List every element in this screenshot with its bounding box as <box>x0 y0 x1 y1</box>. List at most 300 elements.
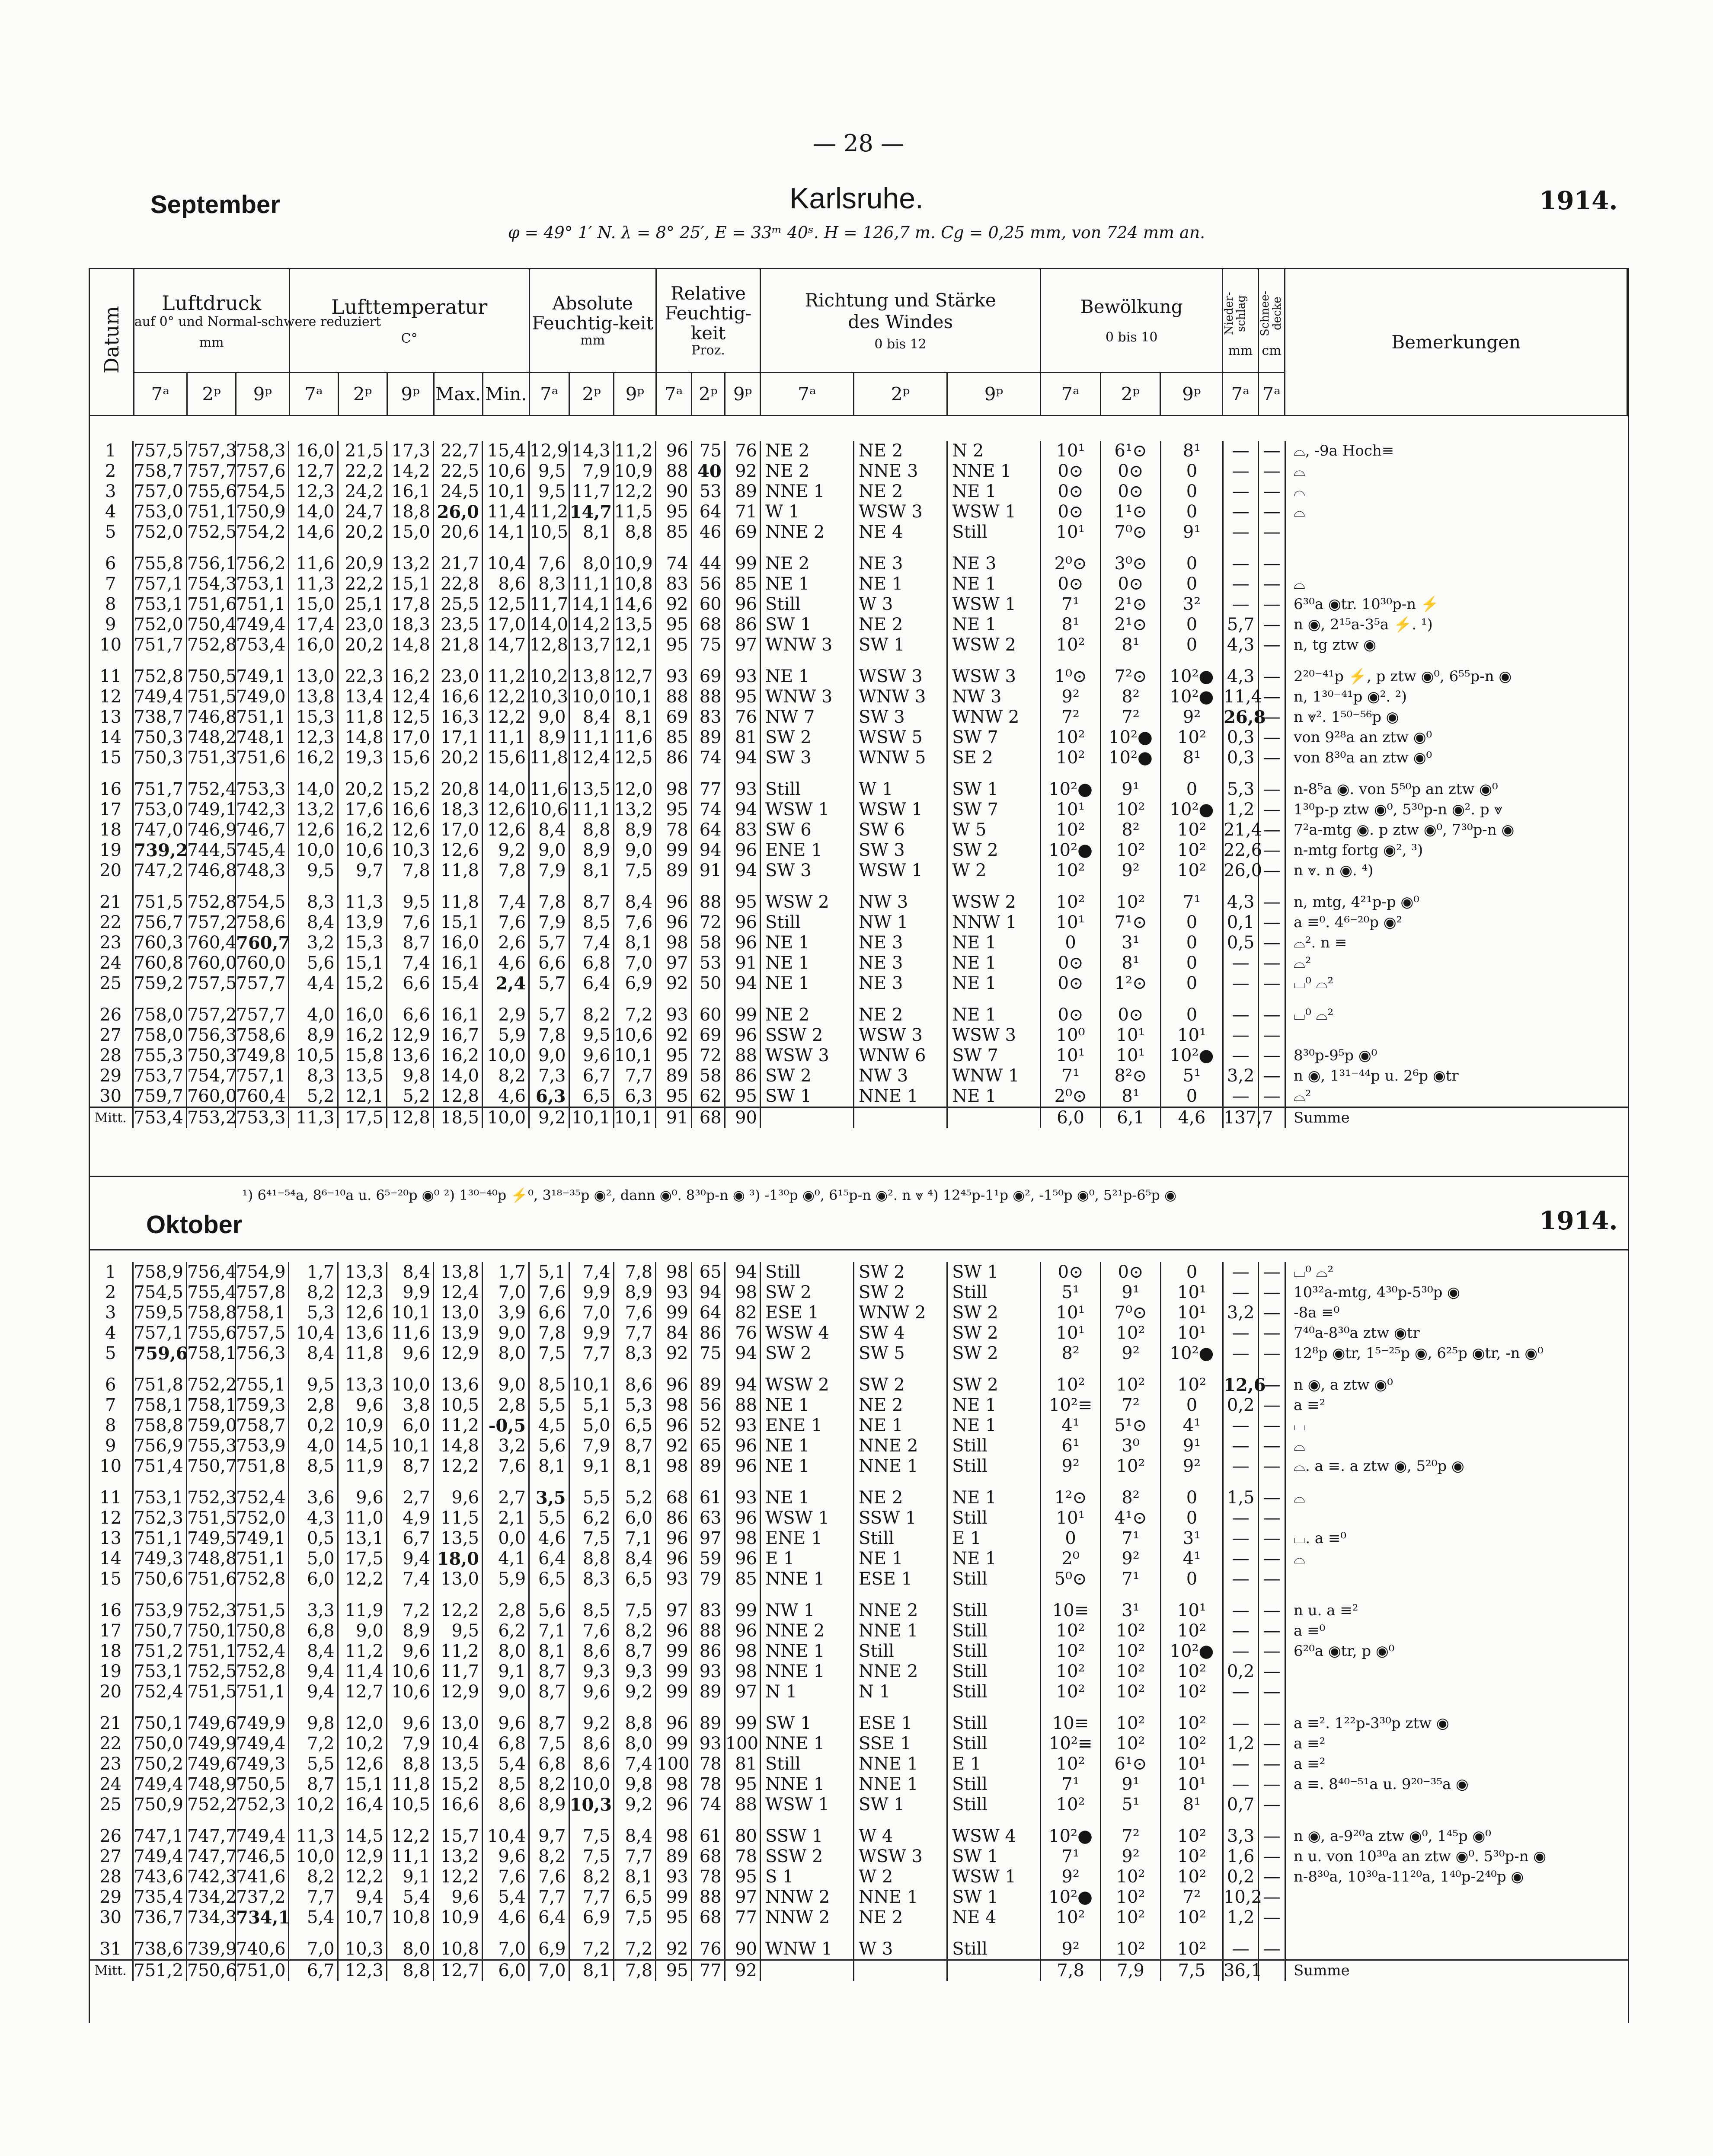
table-cell: n ⩔. n ◉. ⁴) <box>1285 861 1628 881</box>
table-cell: 0⊙ <box>1101 574 1161 594</box>
table-cell: 12,7 <box>289 461 338 482</box>
table-cell: 7,0 <box>483 1939 529 1960</box>
table-cell: 7,7 <box>529 1887 569 1907</box>
table-cell: 7² <box>1041 707 1101 727</box>
table-cell: 16,0 <box>338 1005 387 1025</box>
table-cell: 10¹ <box>1041 912 1101 933</box>
table-cell: 1 <box>105 1262 116 1282</box>
table-row <box>89 1395 1628 1416</box>
table-cell: 94 <box>725 800 760 820</box>
table-cell: 17,0 <box>387 727 433 748</box>
table-cell: WSW 3 <box>947 667 1041 687</box>
table-cell: 12,2 <box>433 1456 482 1477</box>
table-cell: — <box>1259 1456 1285 1477</box>
table-cell: 740,6 <box>236 1939 289 1960</box>
table-cell: 758,6 <box>236 1025 289 1046</box>
table-cell: NE 3 <box>947 554 1041 574</box>
table-cell: W 5 <box>947 820 1041 840</box>
table-cell: 753,4 <box>236 635 289 655</box>
table-cell: SW 3 <box>760 748 853 768</box>
table-cell: 752,0 <box>133 615 186 635</box>
table-cell: 16,2 <box>433 1046 482 1066</box>
table-cell: 5,4 <box>289 1907 338 1928</box>
table-row <box>89 1375 1628 1395</box>
table-cell: 8¹ <box>1160 1795 1223 1815</box>
table-cell: 18,0 <box>433 1549 482 1569</box>
table-cell: NE 1 <box>854 1549 947 1569</box>
table-cell: 759,5 <box>133 1303 186 1323</box>
table-cell: 750,0 <box>133 1734 186 1754</box>
table-cell: — <box>1259 973 1285 994</box>
table-cell: 10¹ <box>1160 1323 1223 1343</box>
table-cell: 58 <box>691 933 725 953</box>
table-cell: 8,1 <box>569 1960 614 1981</box>
table-cell: NE 2 <box>760 461 853 482</box>
table-cell: ⌓ <box>1285 574 1628 594</box>
table-cell: W 1 <box>854 779 947 800</box>
table-cell: 15,6 <box>483 748 529 768</box>
table-cell: 24 <box>99 953 122 973</box>
table-cell: — <box>1259 1086 1285 1107</box>
table-cell: 27 <box>99 1847 122 1866</box>
table-cell: 0 <box>1160 554 1223 574</box>
table-cell: 14,5 <box>338 1826 387 1847</box>
table-cell: 751,2 <box>133 1641 186 1662</box>
table-cell: 11,4 <box>483 502 529 522</box>
table-cell: 88 <box>691 892 725 912</box>
table-cell: NNE 1 <box>854 1086 947 1107</box>
table-cell: 56 <box>691 1395 725 1416</box>
table-cell: 737,2 <box>236 1887 289 1907</box>
table-cell: — <box>1259 1528 1285 1549</box>
table-cell: 752,4 <box>236 1488 289 1508</box>
table-cell: 742,3 <box>187 1867 237 1887</box>
table-cell: 88 <box>691 1887 725 1907</box>
table-row <box>89 502 1628 522</box>
table-cell: 19,3 <box>338 748 387 768</box>
table-cell: 747,0 <box>133 820 186 840</box>
table-cell: WSW 1 <box>947 502 1041 522</box>
table-cell: NNE 1 <box>760 1662 853 1682</box>
table-cell: 3² <box>1160 594 1223 615</box>
table-cell: — <box>1259 1066 1285 1086</box>
table-cell: 748,8 <box>187 1549 237 1569</box>
table-cell: a ≡² <box>1285 1395 1628 1416</box>
table-cell: 752,8 <box>187 892 237 912</box>
table-cell: 755,4 <box>187 1282 237 1302</box>
table-cell: NNE 1 <box>854 1754 947 1774</box>
table-cell: 6,8 <box>569 953 614 973</box>
table-cell: 14,6 <box>614 594 656 615</box>
table-cell: 12,3 <box>338 1960 387 1981</box>
table-cell: 7¹ <box>1101 1528 1161 1549</box>
table-cell: 8,3 <box>289 892 338 912</box>
table-cell: NE 2 <box>854 1488 947 1508</box>
table-cell: 754,5 <box>236 482 289 502</box>
table-cell: 12,2 <box>338 1569 387 1589</box>
table-cell: NE 1 <box>854 574 947 594</box>
mean-row <box>89 1960 1628 1981</box>
table-cell: 26,0 <box>1223 861 1262 880</box>
table-cell: 7,6 <box>483 912 529 933</box>
table-cell: 8,6 <box>483 574 529 594</box>
table-cell: 758,1 <box>133 1395 186 1416</box>
table-cell: 65 <box>691 1436 725 1456</box>
table-cell: 751,6 <box>187 594 237 614</box>
table-cell: 10,5 <box>387 1795 433 1815</box>
table-row <box>89 1601 1628 1621</box>
table-cell: 16,2 <box>338 1025 387 1046</box>
table-cell: 30 <box>99 1086 122 1106</box>
table-cell: — <box>1223 1754 1258 1774</box>
oktober-table <box>89 1262 1628 1981</box>
table-cell: 757,6 <box>236 461 289 482</box>
table-cell: 61 <box>691 1826 725 1847</box>
table-cell: 10¹ <box>1101 1025 1161 1046</box>
table-cell: 8,6 <box>614 1375 656 1395</box>
table-cell: 99 <box>656 840 691 861</box>
table-cell: 753,7 <box>133 1066 186 1086</box>
table-cell: 99 <box>656 1303 691 1323</box>
table-cell: 9 <box>105 1436 116 1456</box>
table-cell: — <box>1259 554 1285 574</box>
table-cell: 14,0 <box>289 779 338 800</box>
table-cell: 91 <box>725 953 760 973</box>
table-cell: — <box>1259 1621 1285 1641</box>
table-cell: 9² <box>1041 687 1101 707</box>
table-cell: 14,3 <box>569 441 614 461</box>
table-cell: 5,5 <box>529 1508 569 1528</box>
table-cell: Still <box>947 1774 1041 1795</box>
table-cell: 10³²a-mtg, 4³⁰p-5³⁰p ◉ <box>1285 1282 1628 1303</box>
table-cell: NE 3 <box>854 953 947 973</box>
table-cell: 14,1 <box>569 594 614 615</box>
table-cell: 7,5 <box>1160 1960 1223 1981</box>
table-cell: 10,7 <box>338 1907 387 1928</box>
table-cell: 12,3 <box>289 482 338 502</box>
table-cell: 12⁸p ◉tr, 1⁵⁻²⁵p ◉, 6²⁵p ◉tr, -n ◉⁰ <box>1285 1343 1628 1364</box>
table-cell: WNW 1 <box>947 1066 1041 1086</box>
table-cell: n, 1³⁰⁻⁴¹p ◉². ²) <box>1285 687 1628 707</box>
table-cell: 10² <box>1041 1907 1101 1928</box>
table-cell: 5,7 <box>529 973 569 994</box>
row-gap <box>89 994 1628 1005</box>
table-cell: 2 <box>105 1282 116 1302</box>
table-cell: 14,8 <box>338 727 387 748</box>
table-cell: SSW 1 <box>854 1508 947 1528</box>
header-wind: Richtung und Stärke des Windes 0 bis 12 <box>761 269 1041 373</box>
table-cell: 0,1 <box>1223 912 1258 933</box>
table-cell <box>1285 1508 1628 1528</box>
table-cell: 12,9 <box>338 1847 387 1867</box>
table-cell: 17,0 <box>433 820 482 840</box>
table-cell <box>1285 1662 1628 1682</box>
table-cell: 10,5 <box>529 522 569 542</box>
table-cell: 5,3 <box>614 1395 656 1416</box>
table-cell: SW 1 <box>947 1847 1041 1867</box>
table-cell: 745,4 <box>236 840 289 861</box>
table-cell: 739,2 <box>134 840 188 861</box>
table-cell: 11,9 <box>338 1601 387 1621</box>
table-cell: 26,8 <box>1223 707 1266 727</box>
table-cell: NE 1 <box>947 1005 1041 1025</box>
table-cell: SW 4 <box>854 1323 947 1343</box>
table-cell: E 1 <box>760 1549 853 1569</box>
table-cell: 8,9 <box>614 820 656 840</box>
table-cell: 8,0 <box>569 554 614 574</box>
table-cell: SW 3 <box>854 707 947 727</box>
table-cell: 8,1 <box>529 1641 569 1662</box>
table-cell: 741,6 <box>236 1867 289 1887</box>
table-cell: 10,2 <box>338 1734 387 1754</box>
table-cell: NE 1 <box>947 1086 1041 1107</box>
table-cell: 6,3 <box>529 1086 569 1107</box>
table-cell: 84 <box>656 1323 691 1343</box>
table-cell: 23,0 <box>433 667 482 687</box>
table-row <box>89 727 1628 748</box>
table-cell: 15,4 <box>433 973 482 994</box>
table-cell: 11,0 <box>338 1508 387 1528</box>
table-cell: WSW 1 <box>760 1795 853 1815</box>
table-cell: 12,2 <box>614 482 656 502</box>
table-cell: 93 <box>725 779 760 800</box>
table-cell: 91 <box>656 1107 691 1129</box>
table-cell: 758,1 <box>187 1343 237 1363</box>
table-cell: — <box>1223 594 1258 615</box>
table-cell: NNE 1 <box>760 1641 853 1662</box>
table-cell: — <box>1259 1508 1285 1528</box>
table-cell: Still <box>760 912 853 933</box>
table-cell: 11,2 <box>338 1641 387 1662</box>
table-cell: 22 <box>99 1734 122 1754</box>
table-cell: 750,7 <box>187 1456 237 1476</box>
table-cell: NE 1 <box>947 1416 1041 1436</box>
table-cell: 10² <box>1160 820 1223 840</box>
table-cell: NE 4 <box>854 522 947 542</box>
table-cell: ⌓². n ≡ <box>1285 933 1628 953</box>
table-cell: NE 2 <box>760 554 853 574</box>
table-cell: 11,5 <box>614 502 656 522</box>
table-cell: 9² <box>1041 1939 1101 1960</box>
table-row <box>89 1774 1628 1795</box>
table-cell: 11,7 <box>433 1662 482 1682</box>
table-cell: 7,5 <box>614 1907 656 1928</box>
table-cell: 8¹ <box>1160 441 1223 461</box>
table-cell: 9¹ <box>1101 1282 1161 1303</box>
table-cell: 754,5 <box>133 1282 186 1303</box>
table-cell: 94 <box>691 1282 725 1303</box>
table-cell: 1,6 <box>1223 1847 1258 1867</box>
table-cell: WNW 5 <box>854 748 947 768</box>
table-cell: n ◉, 1³¹⁻⁴⁴p u. 2⁶p ◉tr <box>1285 1066 1628 1086</box>
table-cell: 69 <box>656 707 691 727</box>
table-cell: 10² <box>1101 1939 1161 1960</box>
table-cell: NE 1 <box>760 1395 853 1416</box>
table-cell: 7² <box>1160 1887 1223 1907</box>
table-cell: 7 <box>105 1395 116 1415</box>
table-cell: SW 1 <box>947 1887 1041 1907</box>
row-gap <box>89 1364 1628 1375</box>
table-cell: 10,9 <box>338 1416 387 1436</box>
table-cell: 23 <box>99 933 122 953</box>
table-cell: Summe <box>1285 1960 1628 1981</box>
table-cell: 7,8 <box>529 892 569 912</box>
table-cell: NE 1 <box>760 1488 853 1508</box>
table-cell: 93 <box>656 1569 691 1589</box>
table-cell: 12,8 <box>433 1086 482 1107</box>
table-cell: W 3 <box>854 1939 947 1960</box>
table-cell: 10²● <box>1160 800 1223 820</box>
table-cell: 93 <box>656 1867 691 1887</box>
table-cell: 750,5 <box>236 1774 289 1795</box>
table-cell: 78 <box>691 1774 725 1795</box>
table-cell: 8² <box>1041 1343 1101 1364</box>
table-cell: 0 <box>1160 1086 1223 1107</box>
table-cell: 20 <box>99 861 122 880</box>
table-cell: 751,1 <box>187 502 237 522</box>
table-cell: 749,1 <box>236 1528 289 1549</box>
table-cell: 19 <box>99 1662 122 1681</box>
table-cell: 10² <box>1041 820 1101 840</box>
table-cell: 8² <box>1101 820 1161 840</box>
table-cell: 20,2 <box>338 635 387 655</box>
table-cell: 78 <box>656 820 691 840</box>
table-cell: 92 <box>656 1343 691 1364</box>
table-cell: 751,7 <box>133 779 186 800</box>
table-cell: 21,8 <box>433 635 482 655</box>
table-cell: 4,9 <box>387 1508 433 1528</box>
table-cell: 11,7 <box>569 482 614 502</box>
table-cell: 64 <box>691 1303 725 1323</box>
table-cell: 10² <box>1041 861 1101 881</box>
table-cell: 7,6 <box>483 1456 529 1477</box>
table-row <box>89 1907 1628 1928</box>
table-cell: 8,4 <box>289 1641 338 1662</box>
table-row <box>89 933 1628 953</box>
table-cell: 8,0 <box>483 1343 529 1364</box>
table-cell: 83 <box>656 574 691 594</box>
table-cell: 749,9 <box>187 1734 237 1754</box>
table-cell: 20,2 <box>338 779 387 800</box>
table-cell: 9,8 <box>614 1774 656 1795</box>
table-cell: 9,8 <box>289 1713 338 1734</box>
table-cell: Summe <box>1285 1107 1628 1129</box>
table-cell: 10¹ <box>1041 1303 1101 1323</box>
table-cell: 10,8 <box>387 1907 433 1928</box>
table-cell: 8,3 <box>529 574 569 594</box>
table-row <box>89 1662 1628 1682</box>
table-cell: a ≡⁰ <box>1285 1621 1628 1641</box>
table-cell: 93 <box>725 1416 760 1436</box>
table-cell: 11,9 <box>338 1456 387 1477</box>
table-cell: 9,2 <box>483 840 529 861</box>
table-cell: 3,2 <box>289 933 338 953</box>
table-cell: 8,7 <box>289 1774 338 1795</box>
table-cell: 750,3 <box>187 1046 237 1065</box>
table-cell: 744,5 <box>187 840 237 860</box>
table-cell: 76 <box>725 441 760 461</box>
table-cell: 749,3 <box>236 1754 289 1774</box>
table-cell: 753,0 <box>133 800 186 820</box>
row-gap <box>89 542 1628 554</box>
table-cell: 10,9 <box>614 554 656 574</box>
table-cell: ⌓ <box>1285 1549 1628 1569</box>
table-cell: 2,8 <box>483 1601 529 1621</box>
table-cell: 97 <box>725 1682 760 1702</box>
table-cell: 759,3 <box>236 1395 289 1416</box>
table-cell: 69 <box>725 522 760 542</box>
table-cell: 756,4 <box>187 1262 237 1282</box>
table-cell: 88 <box>656 687 691 707</box>
table-cell: 3 <box>105 1303 116 1323</box>
table-cell: 5,4 <box>483 1887 529 1907</box>
table-cell: 13,6 <box>338 1323 387 1343</box>
table-cell: ⌓² <box>1285 953 1628 973</box>
table-cell: 13,5 <box>569 779 614 800</box>
table-cell: 89 <box>656 1847 691 1867</box>
table-cell: ENE 1 <box>760 1528 853 1549</box>
table-cell: 751,5 <box>187 687 237 707</box>
table-cell: 4,0 <box>289 1005 338 1025</box>
table-cell: SW 1 <box>854 1795 947 1815</box>
table-cell: SW 3 <box>854 840 947 861</box>
table-cell: 734,2 <box>187 1887 237 1907</box>
table-cell: NNE 2 <box>854 1436 947 1456</box>
table-cell: 9,1 <box>483 1662 529 1682</box>
table-cell: 10²● <box>1160 667 1223 687</box>
table-cell: NNE 1 <box>947 461 1041 482</box>
table-cell: 746,8 <box>187 707 237 727</box>
table-cell: Still <box>947 1621 1041 1641</box>
table-cell: 10² <box>1160 1867 1223 1887</box>
table-cell: 749,4 <box>236 1734 289 1754</box>
table-cell: 86 <box>656 1508 691 1528</box>
table-cell: 22,7 <box>433 441 482 461</box>
table-cell: 751,1 <box>133 1528 186 1549</box>
table-cell: 6,6 <box>387 973 433 994</box>
table-cell: 0 <box>1160 574 1223 594</box>
table-cell: — <box>1223 1416 1258 1436</box>
table-cell: — <box>1259 1774 1285 1795</box>
table-cell: 8,7 <box>569 892 614 912</box>
table-cell: 758,0 <box>133 1025 186 1046</box>
table-cell: NNE 1 <box>854 1774 947 1795</box>
table-cell: 7,4 <box>387 1569 433 1589</box>
table-cell: 751,1 <box>236 594 289 615</box>
table-cell: 751,5 <box>187 1682 237 1702</box>
table-cell: 752,8 <box>236 1569 289 1589</box>
table-cell: 26 <box>99 1826 122 1846</box>
table-cell: 5¹ <box>1041 1282 1101 1303</box>
table-cell: 10² <box>1160 1662 1223 1682</box>
table-cell: Still <box>947 1734 1041 1754</box>
table-cell: n, tg ztw ◉ <box>1285 635 1628 655</box>
table-cell: 63 <box>691 1508 725 1528</box>
table-cell: 757,7 <box>236 1005 289 1025</box>
table-row <box>89 1005 1628 1025</box>
table-cell: 23 <box>99 1754 122 1774</box>
table-cell: 10² <box>1101 1907 1161 1928</box>
table-cell: 20,2 <box>338 522 387 542</box>
table-cell: 10,8 <box>433 1939 482 1960</box>
table-cell: 10²● <box>1041 1887 1101 1907</box>
table-cell: 9,2 <box>614 1682 656 1702</box>
table-cell: 22,6 <box>1223 840 1262 860</box>
table-cell: 6,6 <box>387 1005 433 1025</box>
table-row <box>89 1282 1628 1303</box>
table-cell: 99 <box>725 1601 760 1621</box>
table-cell: n ◉, a-9²⁰a ztw ◉⁰, 1⁴⁵p ◉⁰ <box>1285 1826 1628 1847</box>
